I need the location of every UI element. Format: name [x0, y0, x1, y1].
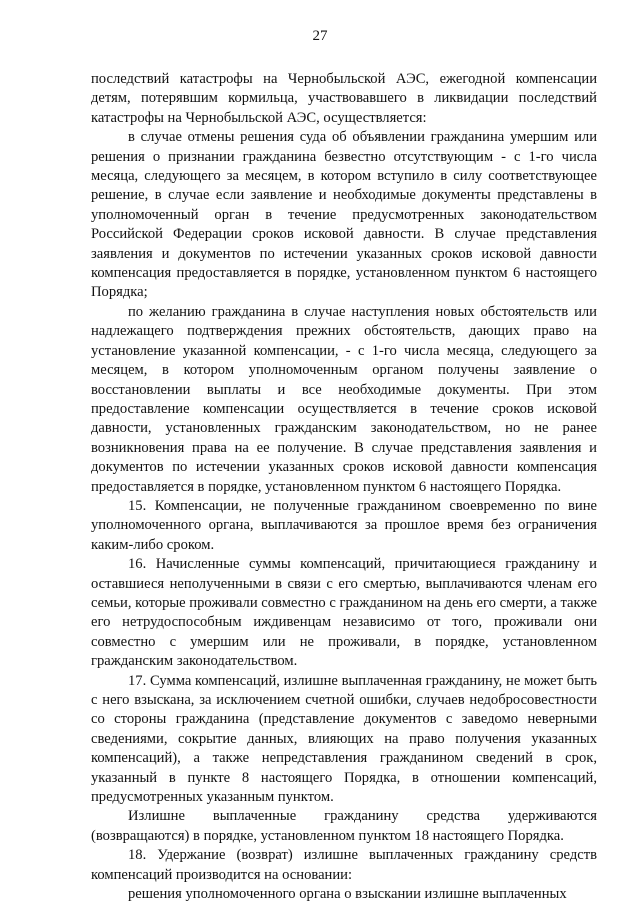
- paragraph-citizen-request-case: по желанию гражданина в случае наступления новых обстоятельств или надлежащего подтверждения прежних обстоятельств, дающих право на установление указанной компенсации, - с 1-го числа месяца, следующего за месяцем, в котором уполномоченным органом получены заявление о восстановлении выплаты и все необходимые документы. При этом предоставление компенсации осуществляется в течение сроков исковой давности, установленных гражданским законодательством, но не ранее возникновения права на ее получение. В случае представления заявления и документов по истечении указанных сроков исковой давности компенсация предоставляется в порядке, установленном пунктом 6 настоящего Порядка.: [91, 303, 597, 495]
- paragraph-continuation: последствий катастрофы на Чернобыльской АЭС, ежегодной компенсации детям, потерявшим кормильца, участвовавшего в ликвидации последствий катастрофы на Чернобыльской АЭС, осуществляется:: [91, 71, 597, 126]
- paragraph-item-17: 17. Сумма компенсаций, излишне выплаченная гражданину, не может быть с него взыскана, за исключением счетной ошибки, случаев недобросовестности со стороны гражданина (представление документов с заведомо неверными сведениями, сокрытие данных, влияющих на право получения указанных компенсаций), а также непредставления гражданином сведений в срок, указанный в пункте 8 настоящего Порядка, в отношении компенсаций, предусмотренных указанным пунктом.: [91, 672, 597, 806]
- paragraph-court-decision-case: в случае отмены решения суда об объявлении гражданина умершим или решения о признании гражданина безвестно отсутствующим - с 1-го числа месяца, следующего за месяцем, в котором вступило в силу соответствующее решение, в случае если заявление и необходимые документы представлены в уполномоченный орган в течение предусмотренных законодательством Российской Федерации сроков исковой давности. В случае представления заявления и документов по истечении указанных сроков исковой давности компенсация предоставляется в порядке, установленном пунктом 6 настоящего Порядка;: [91, 129, 597, 301]
- page-number: 27: [312, 28, 328, 44]
- paragraph-item-18: 18. Удержание (возврат) излишне выплаченных гражданину средств компенсаций производится на основании:: [91, 847, 597, 883]
- paragraph-item-15: 15. Компенсации, не полученные гражданином своевременно по вине уполномоченного органа, выплачиваются за прошлое время без ограничения каким-либо сроком.: [91, 497, 597, 553]
- paragraph-item-18-basis: решения уполномоченного органа о взыскании излишне выплаченных: [128, 886, 567, 903]
- document-body: [91, 70, 597, 904]
- paragraph-item-16: 16. Начисленные суммы компенсаций, причитающиеся гражданину и оставшиеся неполученными в связи с его смертью, выплачиваются членам его семьи, которые проживали совместно с гражданином на день его смерти, а также его нетрудоспособным иждивенцам независимо от того, проживали они совместно с умершим или не проживали, в порядке, установленном гражданским законодательством.: [91, 556, 597, 670]
- paragraph-overpaid-funds: Излишне выплаченные гражданину средства удерживаются (возвращаются) в порядке, установленном пунктом 18 настоящего Порядка.: [91, 808, 597, 844]
